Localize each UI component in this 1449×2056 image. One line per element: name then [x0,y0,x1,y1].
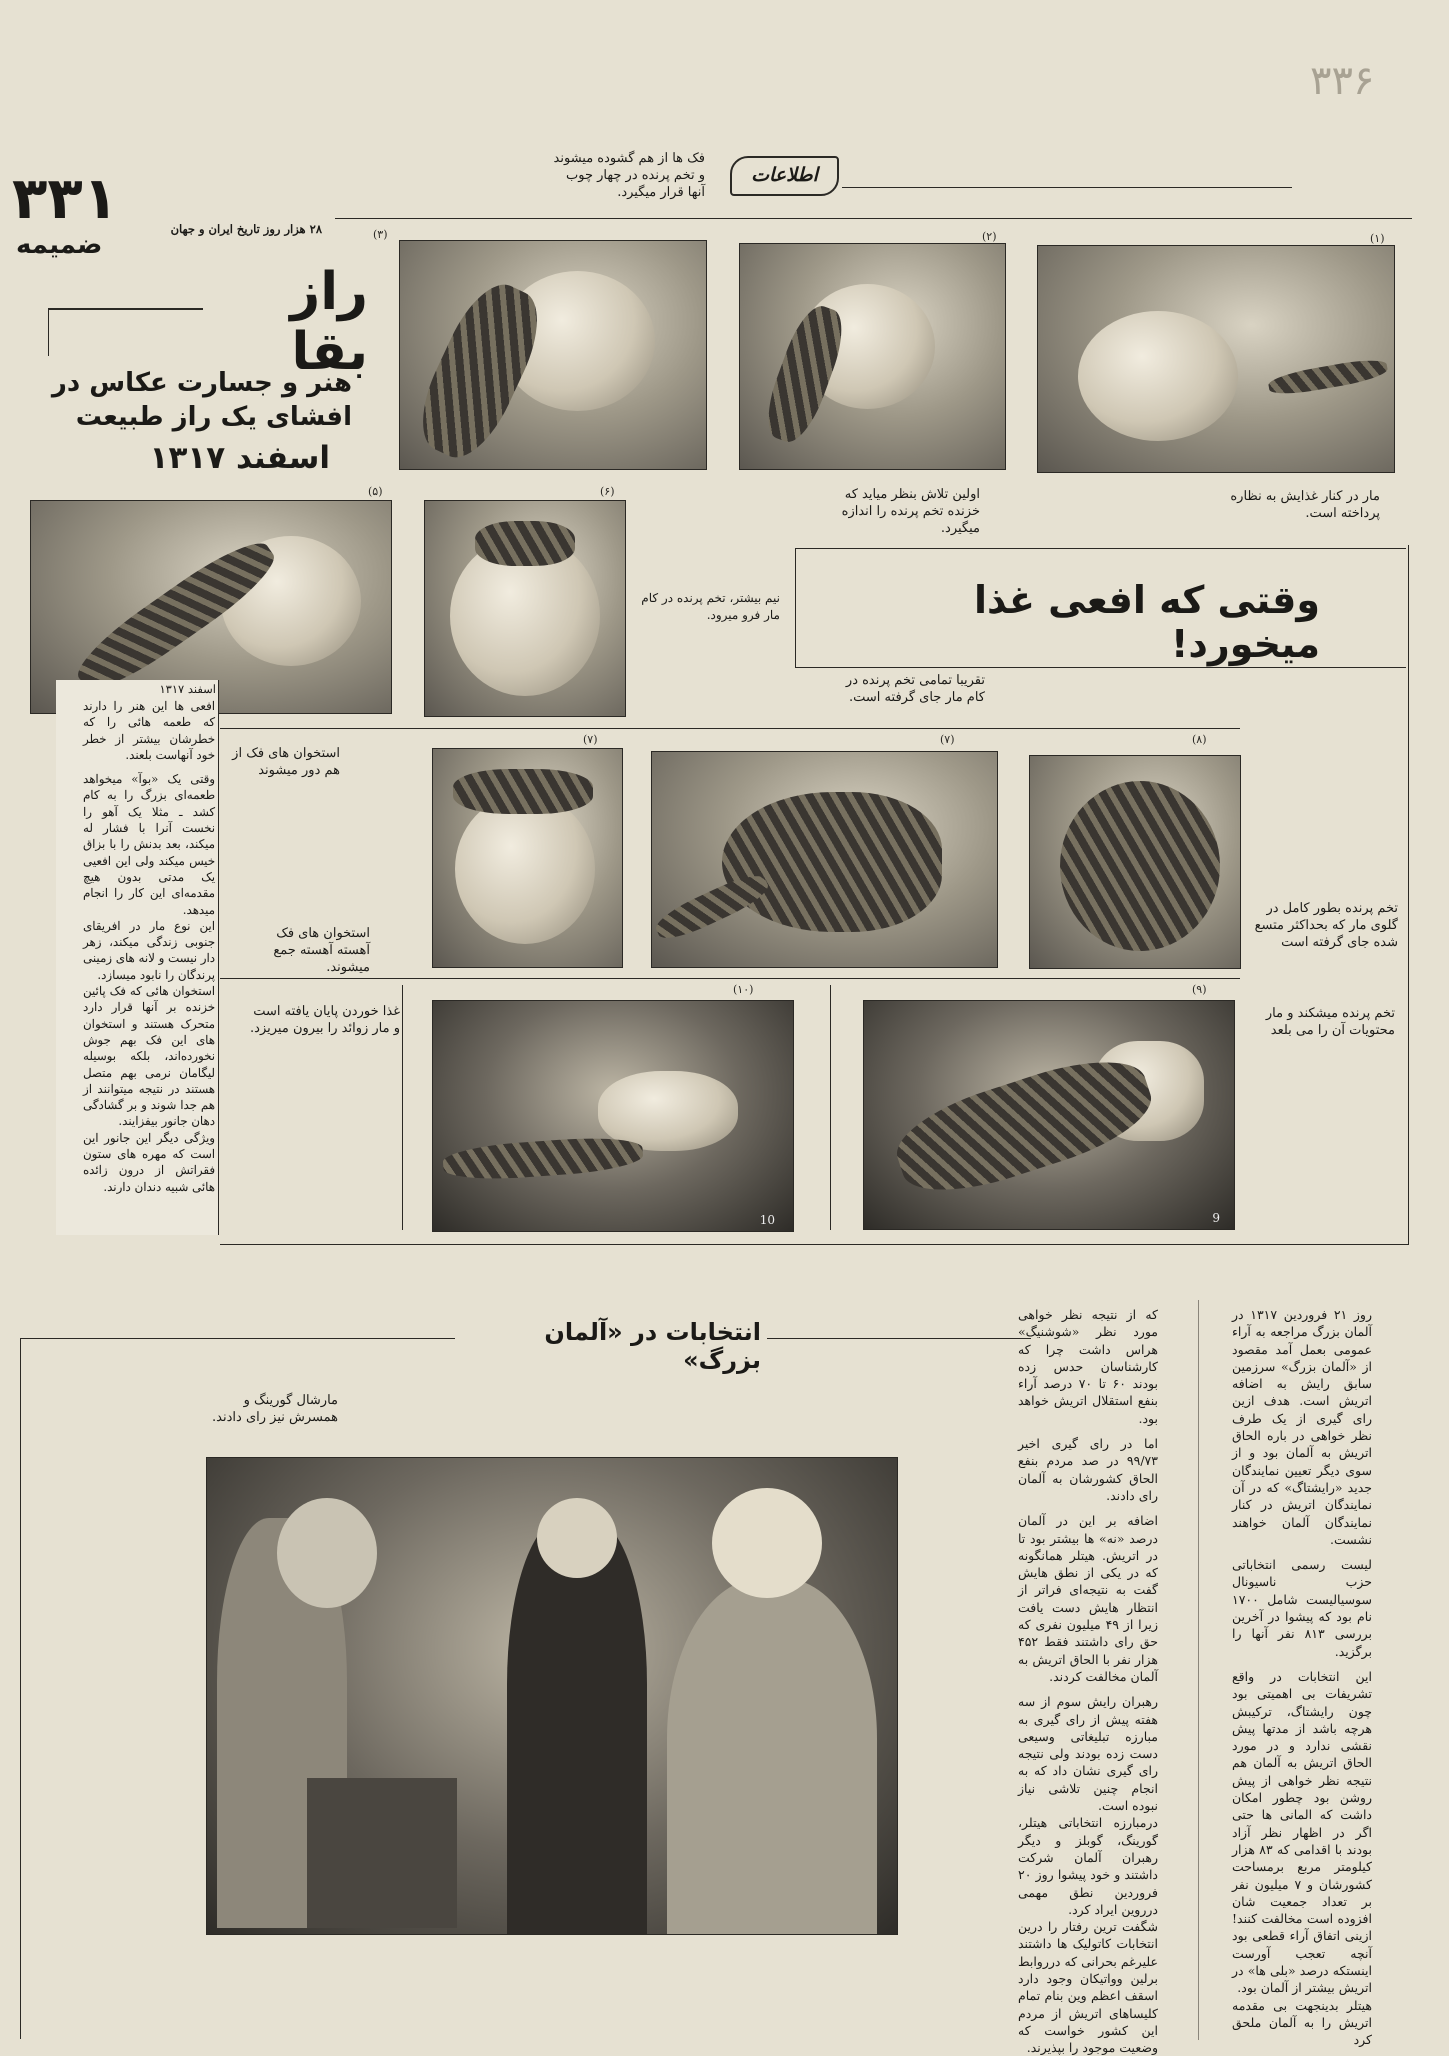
sidebar-text [83,698,215,1195]
person-figure [277,1498,377,1608]
newspaper-logo: اطلاعات [730,156,839,196]
caption-2: اولین تلاش بنظر میاید که خزنده تخم پرنده را اندازه میگیرد. [841,487,980,536]
photo-number: (۷) [583,733,598,746]
egg-graphic [1078,311,1238,441]
snake-photo-9 [863,1000,1235,1230]
photo-number: (۶) [600,485,615,498]
photo-number: (۱۰) [733,983,754,996]
caption-5: استخوان های فک از هم دور میشوند [232,746,340,778]
column-paragraph: این انتخابات در واقع تشریفات بی اهمیتی بود چون رایشتاگ، ترکیبش هرچه باشد از مدتها پیش نقشی ندارد و در مورد الحاق اتریش به آلمان هم نتیجه نظر خواهی از پیش روشن بود چطور امکان داشت که المانی ها حتی اگر در اظهار نظر آزاد بودند با اقدامی که ۸۳ هزار کیلومتر مربع برمساحت کشورشان و ۷ میلیون نفر بر تعداد جمعیت شان افزوده است مخالفت کنند! ازینی اتفاق آراء قطعی بود آنچه تعجب آورست اینستکه درصد «بلی ها» در اتریش بیشتر از آلمان بود. [1232,1668,1372,1996]
election-column-right [1232,1306,1373,2048]
feature-title: راز بقا [290,262,368,382]
election-title: انتخابات در «آلمان بزرگ» [455,1318,767,1374]
title-rule-tick [48,308,49,356]
election-photo-caption: مارشال گورینگ و همسرش نیز رای دادند. [212,1393,338,1425]
caption-1: مار در کنار غذایش به نظاره پرداخته است. [1230,489,1380,521]
photo-number: (۸) [1192,733,1207,746]
sidebar-paragraph: این نوع مار در افریقای جنوبی زندگی میکند، زهر دار نیست و لانه های زمینی پرندگان را نابود میسازد. [83,918,215,982]
column-paragraph: که از نتیجه نظر خواهی مورد نظر «شوشنیگ» هراس داشت چرا که کارشناسان حدس زده بودند ۶۰ تا ۷۰ درصد آراء بنفع استقلال اتریش خواهد بود. [1018,1307,1158,1426]
caption-9: غذا خوردن پایان یافته است و مار زوائد را بیرون میریزد. [250,1004,400,1036]
photo-mark: 9 [1212,1211,1220,1225]
photo-mark: 10 [759,1213,775,1227]
snake-graphic [442,1134,644,1183]
snake-photo-8 [1029,755,1241,969]
caption-8: تخم پرنده میشکند و مار محتویات آن را می بلعد [1265,1006,1395,1038]
snake-graphic [475,521,575,566]
series-line: ۲۸ هزار روز تاریخ ایران و جهان [170,222,322,236]
feature-headline: وقتی که افعی غذا میخورد! [973,578,1320,666]
sidebar-paragraph: ویژگی دیگر این جانور این است که مهره های ستون فقراتش از درون زائده هائی شبیه دندان دارند. [83,1130,215,1194]
photo-number: (۳) [373,228,388,241]
page-number: ۳۳۱ [12,164,119,232]
column-paragraph: اما در رای گیری اخیر ۹۹/۷۳ در صد مردم بنفع الحاق کشورشان به آلمان رای دادند. [1018,1436,1158,1503]
sidebar-paragraph: وقتی یک «بوآ» میخواهد طعمه‌ای بزرگ را به کام کشد ـ مثلا یک آهو را نخست آنرا با فشار له میکند، بعد بدنش را با بزاق خیس میکند ولی این افعیی یک مدتی بدون هیچ مقدمه‌ای این کار را انجام میدهد. [83,772,215,917]
column-paragraph: رهبران رایش سوم از سه هفته پیش از رای گیری به مبارزه تبلیغاتی وسیعی دست زده بودند ولی نتیجه رای گیری نشان داد که به انجام چنین تلاشی نیاز نبوده است. [1018,1694,1158,1814]
person-figure [667,1578,877,1934]
caption-3: نیم بیشتر، تخم پرنده در کام مار فرو میرود. [641,591,780,622]
snake-photo-2 [739,243,1006,470]
column-paragraph: درمبارزه انتخاباتی هیتلر، گورینگ، گوبلز و دیگر رهبران آلمان شرکت داشتند و خود پیشوا روز ۲۰ فروردین نطق مهمی درروین ایراد کرد. [1018,1815,1158,1917]
top-caption: فک ها از هم گشوده میشوند و تخم پرنده در چهار چوب آنها قرار میگیرد. [553,151,705,200]
header-rule-main [335,218,1412,219]
row3-rule [220,728,1240,729]
caption-7: تخم پرنده بطور کامل در گلوی مار که بحداکثر متسع شده جای گرفته است [1254,901,1398,950]
snake-photo-10 [432,1000,794,1232]
row4-rule [220,978,1240,979]
feature-bottom-rule [220,1244,1408,1245]
handwritten-code: ۳۳۶ [1310,58,1375,104]
snake-photo-6 [424,500,626,717]
photo-number: (۵) [368,485,383,498]
header-rule-left [842,187,1292,188]
egg-graphic [455,794,595,944]
ballot-box [307,1778,457,1928]
snake-graphic [453,769,593,814]
snake-photo-1 [1037,245,1395,473]
photo-number: (۲) [982,230,997,243]
column-paragraph: اضافه بر این در آلمان درصد «نه» ها بیشتر بود تا در اتریش. هیتلر همانگونه که در یکی از نطق هایش گفت به نتیجه‌ای فراتر از انتظار هایش دست یافت زیرا از ۴۹ میلیون نفری که حق رای داشتند فقط ۴۵۲ هزار نفر با الحاق اتریش به آلمان مخالفت کردند. [1018,1513,1158,1684]
row4-divider [830,985,831,1230]
photo-number: (۷) [940,733,955,746]
photo-number: (۹) [1192,983,1207,996]
person-figure [537,1498,617,1578]
snake-graphic [722,792,942,932]
column-divider [1198,1300,1199,2040]
snake-graphic [1060,781,1220,951]
feature-subtitle-2: افشای یک راز طبیعت [75,402,352,432]
election-photo [206,1457,898,1935]
person-figure [507,1518,647,1934]
sidebar-date: اسفند ۱۳۱۷ [159,682,216,696]
snake-photo-7 [651,751,998,968]
column-paragraph: شگفت ترین رفتار را درین انتخابات کاتولیک ها داشتند علیرغم بحرانی که درروابط برلین وواتیکان وجود دارد اسقف اعظم وین بنام تمام کلیساهای اتریش از مردم این کشور خواست که وضعیت موجود را بپذیرند. [1017,1919,1158,2056]
column-paragraph: لیست رسمی انتخاباتی حزب ناسیونال سوسیالیست شامل ۱۷۰۰ نام بود که پیشوا در آخرین بررسی ۸۱۳ نفر آنها را برگزید. [1232,1557,1373,1659]
supplement-label: ضمیمه [16,230,103,260]
column-paragraph: هیتلر بدینجهت بی مقدمه اتریش را به آلمان ملحق کرد [1232,1997,1372,2048]
feature-date: اسفند ۱۳۱۷ [149,440,330,476]
right-border [1408,545,1409,1245]
title-rule [48,308,203,310]
snake-graphic [1267,356,1389,399]
snake-photo-7a [432,748,623,968]
sidebar-paragraph: افعی ها این هنر را دارند که طعمه هائی را که خطرشان بیشتر از خطر خود آنهاست بلعند. [83,699,215,762]
photo-number: (۱) [1370,232,1385,245]
row4-divider [402,985,403,1230]
person-figure [712,1488,822,1598]
election-column-left [1017,1306,1158,2056]
feature-subtitle-1: هنر و جسارت عکاس در [51,368,352,398]
sidebar-paragraph: استخوان هائی که فک پائین خزنده بر آنها قرار دارد متحرک هستند و استخوان های این فک بهم جوش نخورده‌اند، بلکه بوسیله لیگامان نرمی بهم متصل هستند در نتیجه میتوانند از هم جدا شوند و بر گشادگی دهان جانور بیفزایند. [83,984,215,1129]
caption-4: تقریبا تمامی تخم پرنده در کام مار جای گرفته است. [845,673,985,705]
column-paragraph: روز ۲۱ فروردین ۱۳۱۷ در آلمان بزرگ مراجعه به آراء عمومی بعمل آمد مقصود از «آلمان بزرگ» سرزمین سابق رایش به اضافه اتریش است. هدف ازین رای گیری از یک طرف نظر خواهی در باره الحاق اتریش به آلمان بود و از سوی دیگر تعیین نمایندگان جدید «رایشتاگ» که در آن نمایندگان اتریش در کنار نمایندگان آلمان خواهند نشست. [1232,1307,1373,1547]
snake-photo-3 [399,240,707,470]
caption-6: استخوان های فک آهسته آهسته جمع میشوند. [273,926,370,975]
snake-graphic [886,1043,1161,1209]
